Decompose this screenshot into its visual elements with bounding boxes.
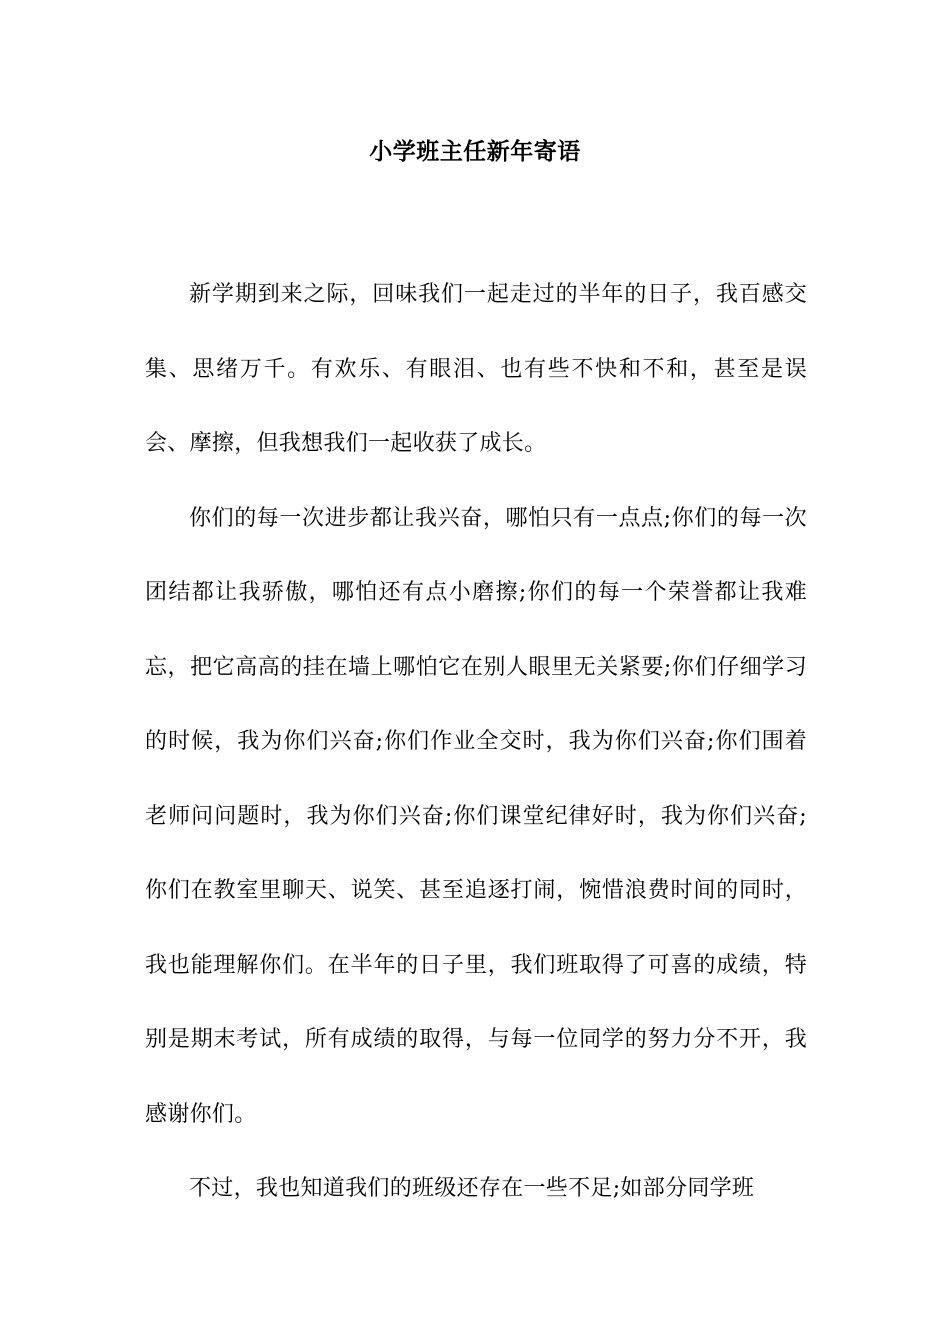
paragraph-2: 你们的每一次进步都让我兴奋，哪怕只有一点点;你们的每一次团结都让我骄傲，哪怕还有点小磨擦;你们的每一个荣誉都让我难忘，把它高高的挂在墙上哪怕它在别人眼里无关紧要;你们仔细学习的时候，我为你们兴奋;你们作业全交时，我为你们兴奋;你们围着老师问问题时，我为你们兴奋;你们课堂纪律好时，我为你们兴奋;你们在教室里聊天、说笑、甚至追逐打闹，惋惜浪费时间的同时，我也能理解你们。在半年的日子里，我们班取得了可喜的成绩，特别是期末考试，所有成绩的取得，与每一位同学的努力分不开，我感谢你们。 bbox=[145, 505, 807, 1127]
document-body bbox=[145, 258, 807, 1227]
paragraph-3: 不过，我也知道我们的班级还存在一些不足;如部分同学班 bbox=[189, 1176, 755, 1201]
document-title: 小学班主任新年寄语 bbox=[369, 138, 581, 165]
paragraph-1: 新学期到来之际，回味我们一起走过的半年的日子，我百感交集、思绪万千。有欢乐、有眼泪、也有些不快和不和，甚至是误会、摩擦，但我想我们一起收获了成长。 bbox=[145, 282, 807, 456]
